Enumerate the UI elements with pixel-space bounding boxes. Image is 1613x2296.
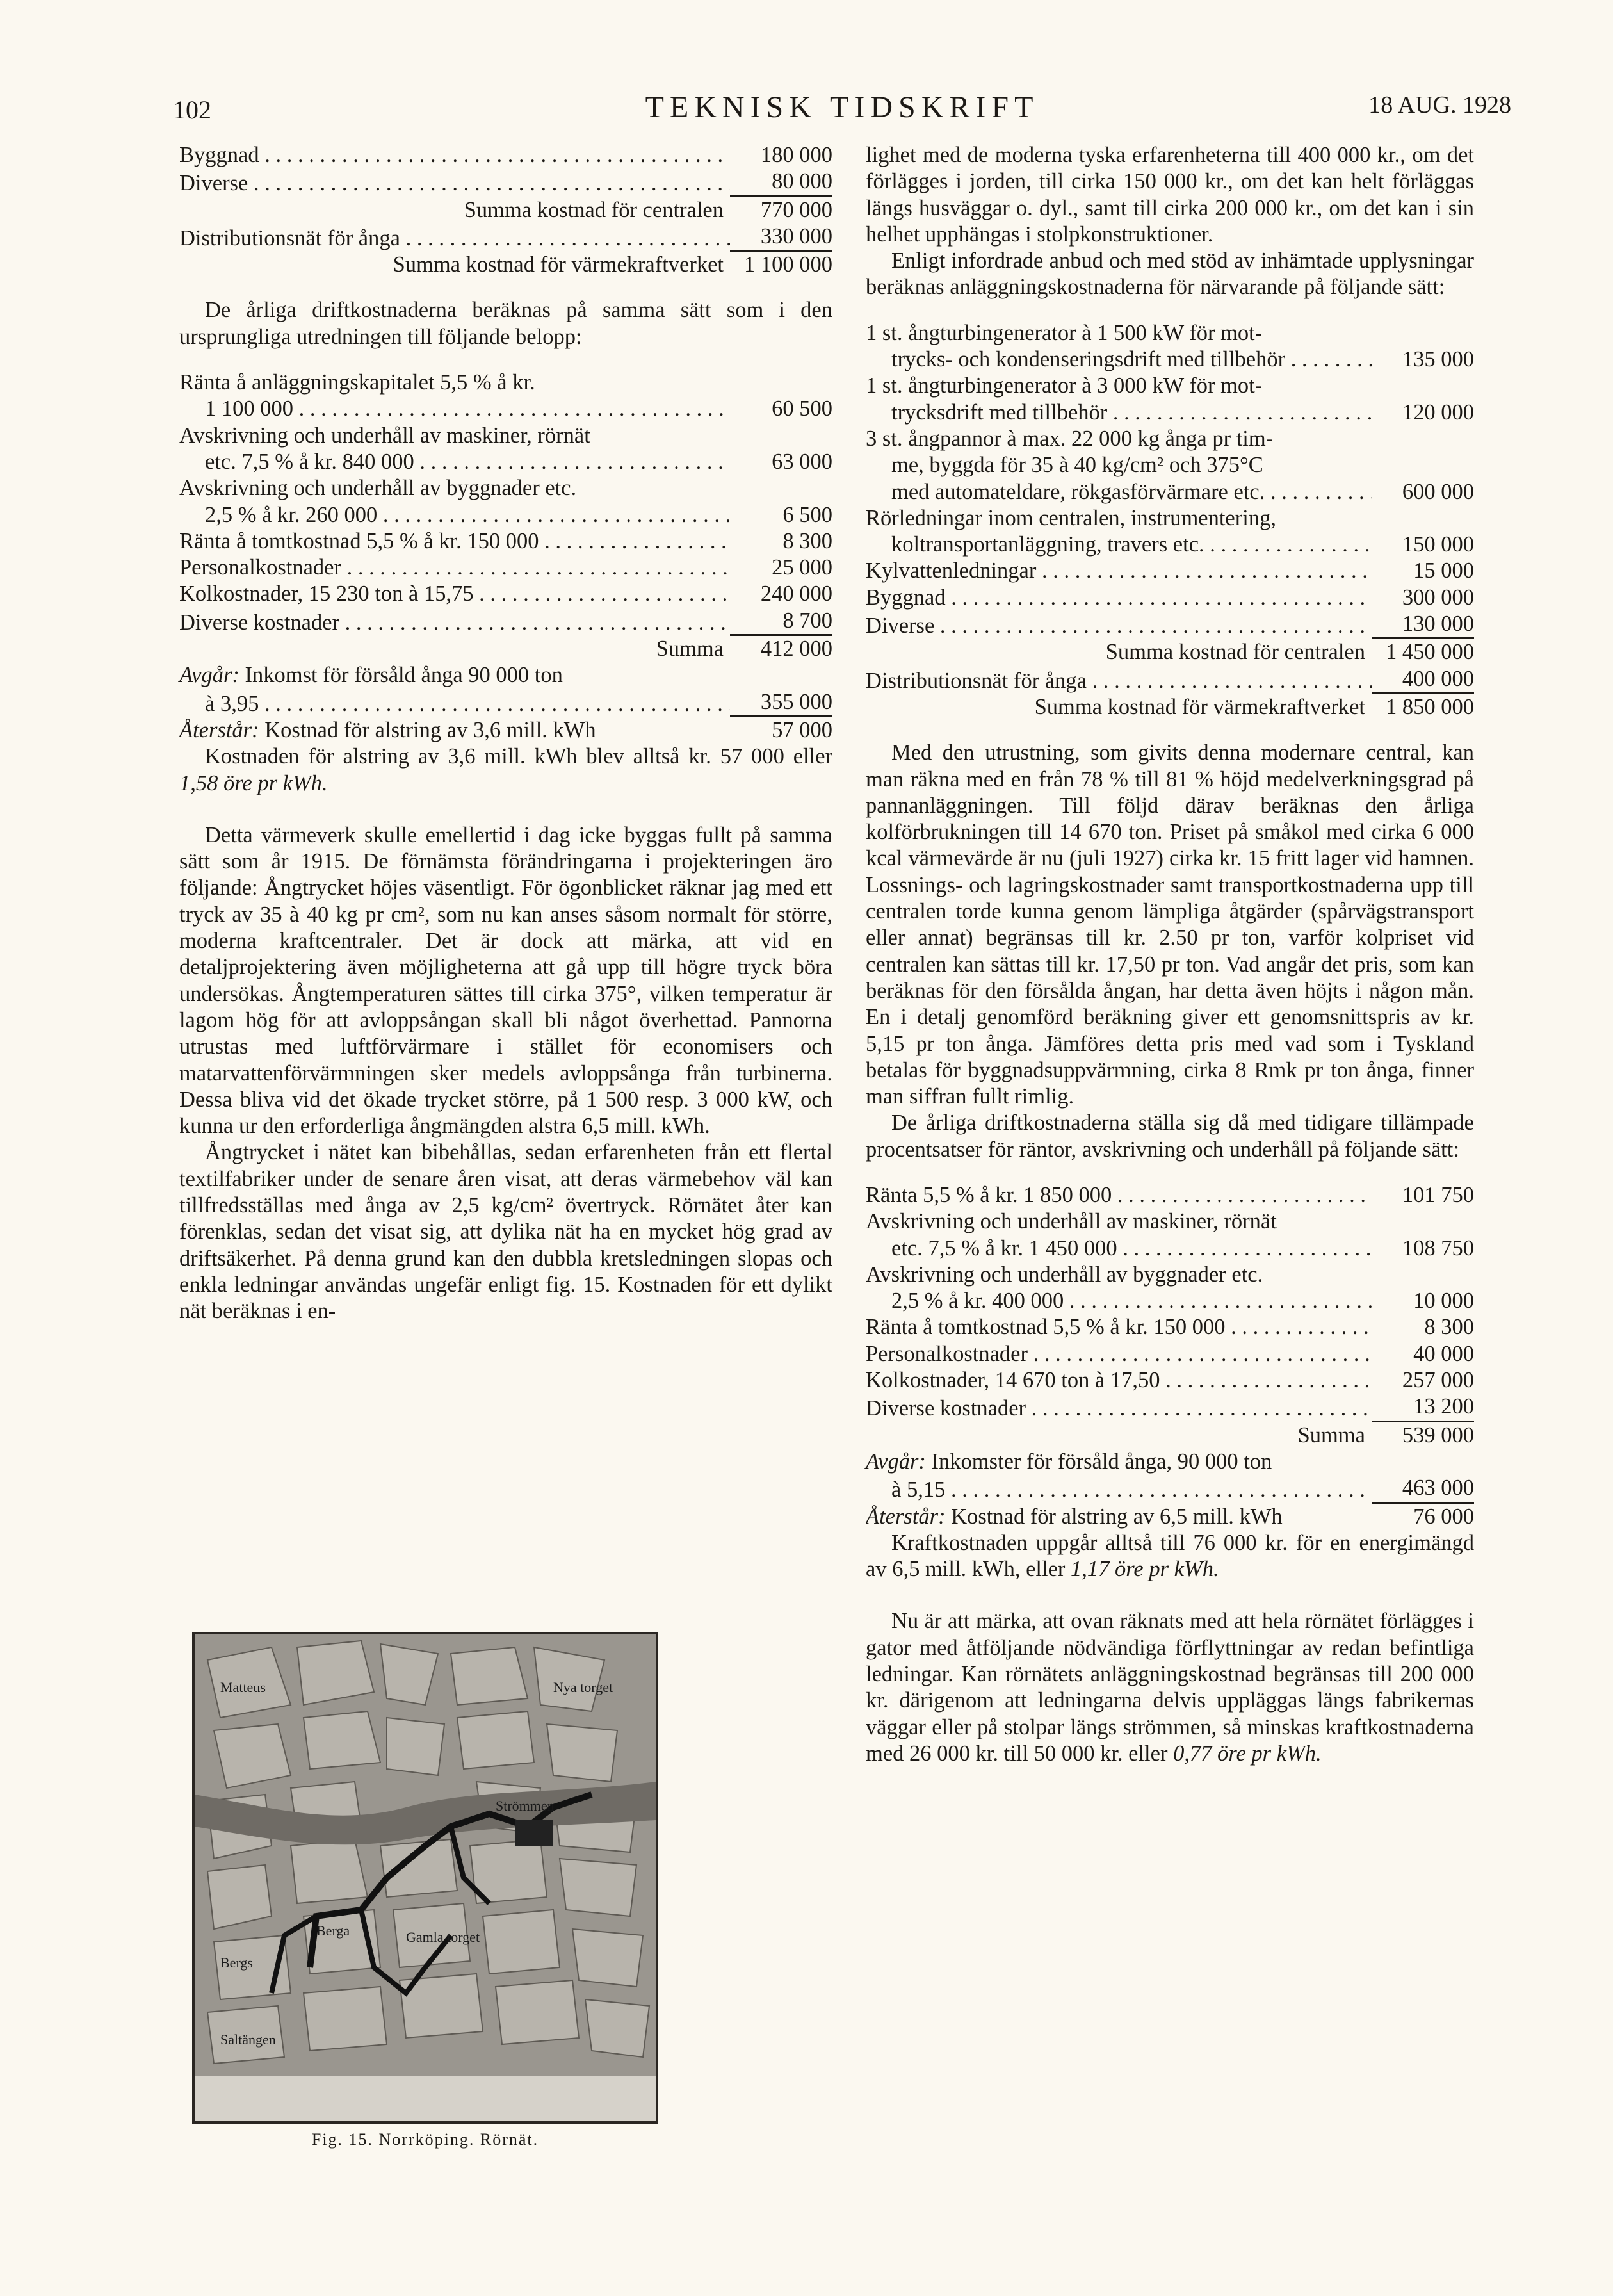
body-paragraph: Ångtrycket i nätet kan bibehållas, sedan erfarenheten från ett flertal textilfabriker under de senare åren visat, att deras värmebehov väl kan tillfredsställas med ånga av 2,5 kg/cm² övertryck. Rörnätet åter kan förenklas, sedan det visat sig, att dylika nät ha en mycket hög grad av driftsäkerhet. På denna grund kan den dubbla kretsledningen slopas och enkla ledningar användas ungefär enligt fig. 15. Kostnaden för ett dylikt nät beräknas i en- [179,1140,832,1324]
cost-row: Kylvattenledningar . . . 15 000 [866,558,1474,584]
cost-row: Kolkostnader, 14 670 ton à 17,50 . . . 257 000 [866,1367,1474,1394]
body-paragraph: lighet med de moderna tyska erfarenheterna till 400 000 kr., om det förlägges i jorden, till cirka 150 000 kr., om det kan helt förläggas längs husväggar o. dyl., samt till cirka 200 000 kr., om det kan i sin helhet upphängas i stolpkonstruktioner. [866,143,1474,247]
subtotal-row: Summa kostnad för centralen 1 450 000 [1105,640,1474,665]
map-label: Saltängen [220,2031,276,2048]
sum-row: Summa 539 000 [1297,1422,1474,1447]
conclusion-paragraph: Kraftkostnaden uppgår alltså till 76 000 kr. för en energimängd av 6,5 mill. kWh, eller 1,17 öre pr kWh. [866,1530,1474,1582]
map-label: Nya torget [553,1679,613,1695]
map-label: Matteus [220,1679,266,1695]
remainder-row: Återstår: Kostnad för alstring av 6,5 mill. kWh 76 000 [866,1504,1474,1529]
conclusion-paragraph: Kostnaden för alstring av 3,6 mill. kWh blev alltså kr. 57 000 eller 1,58 öre pr kWh. [179,744,832,795]
body-paragraph: De årliga driftkostnaderna ställa sig då med tidigare tillämpade procentsatser för räntor, avskrivning och underhåll på följande sätt: [866,1111,1474,1162]
multi-line-row: Avskrivning och underhåll av maskiner, rörnät etc. 7,5 % å kr. 1 450 000 . . . 108 750 [866,1209,1474,1262]
power-station-marker [515,1820,553,1846]
sum-row: Summa 412 000 [656,637,832,662]
body-paragraph: Detta värmeverk skulle emellertid i dag icke byggas fullt på samma sätt som år 1915. De förnämsta förändringarna i projekteringen äro följande: Ångtrycket höjes väsentligt. För ögonblicket räknar jag med ett tryck av 35 à 40 kg pr cm², som nu kan anses såsom normalt för större, moderna kraftcentraler. Det är dock att märka, att vid en detaljprojektering även möjligheterna att gå upp till högre tryck böra undersökas. Ångtemperaturen sättes till cirka 375°, vilken temperatur är lagom hög för att avloppsångan skall bli något överhettad. Pannorna utrustas med luftförvärmare i stället för economisers och matarvattenförvärmningen sker medels avloppsånga från turbinerna. Dessa bliva vid det ökade trycket större, på 1 500 resp. 3 000 kW, och kunna ur den erforderliga ångmängden alstra 6,5 mill. kWh. [179,822,832,1139]
multi-line-row: Avskrivning och underhåll av byggnader etc. 2,5 % å kr. 400 000 . . . 10 000 [866,1262,1474,1315]
multi-line-row: 1 st. ångturbingenerator à 1 500 kW för mot- trycks- och kondenseringsdrift med tillbehör . . . 135 000 [866,320,1474,373]
final-paragraph: Nu är att märka, att ovan räknats med att hela rörnätet förlägges i gator med åtföljande nödvändiga förflyttningar av redan befintliga ledningar. Kan rörnätets anläggningskostnad begränsas till 200 000 kr. därigenom att ledningarna delvis uppläggas längs fabrikernas väggar eller på stolpar längs strömmen, så minskas kraftkostnaderna med 26 000 kr. till 50 000 kr. eller 0,77 öre pr kWh. [866,1609,1474,1766]
right-column [866,142,1474,1767]
cost-row: Diverse kostnader . . . 13 200 [866,1394,1474,1422]
cost-row: Diverse kostnader . . . 8 700 [179,608,832,636]
page-header [173,90,1511,134]
cost-row: Personalkostnader . . . 25 000 [179,555,832,581]
map-drawing [195,1634,656,2121]
subtotal-row: Summa kostnad för centralen 770 000 [464,197,832,222]
multi-line-row: Avskrivning och underhåll av byggnader etc. 2,5 % å kr. 260 000 . . . 6 500 [179,475,832,528]
cost-row: Byggnad . . . 180 000 [179,142,832,168]
intro-paragraph: De årliga driftkostnaderna beräknas på samma sätt som i den ursprungliga utredningen till följande belopp: [179,298,832,349]
cost-row: Kolkostnader, 15 230 ton à 15,75 . . . 240 000 [179,581,832,607]
total-row: Summa kostnad för värmekraftverket 1 850 000 [1034,694,1474,719]
cost-row: Ränta å tomtkostnad 5,5 % å kr. 150 000 . . . 8 300 [866,1314,1474,1340]
cost-row: Diverse . . . 80 000 [179,168,832,197]
journal-title: TEKNISK TIDSKRIFT [645,90,1039,124]
issue-date: 18 AUG. 1928 [1368,92,1511,118]
cost-row: Ränta 5,5 % å kr. 1 850 000 . . . 101 750 [866,1182,1474,1209]
total-row: Summa kostnad för värmekraftverket 1 100 000 [393,252,832,277]
multi-line-row: 1 st. ångturbingenerator à 3 000 kW för mot- trycksdrift med tillbehör . . . 120 000 [866,373,1474,426]
multi-line-row: Rörledningar inom centralen, instrumentering, koltransportanläggning, travers etc. . . . 150 000 [866,505,1474,558]
cost-row: Personalkostnader . . . 40 000 [866,1341,1474,1367]
cost-row: Byggnad . . . 300 000 [866,585,1474,611]
cost-row: Distributionsnät för ånga . . . 330 000 [179,224,832,252]
deduction-row: Avgår: Inkomst för försåld ånga 90 000 ton à 3,95 . . . 355 000 [179,662,832,717]
map-label: Bergs [220,1955,253,1971]
cost-row: Ränta å tomtkostnad 5,5 % å kr. 150 000 . . . 8 300 [179,528,832,555]
map-label: Strömmen [496,1798,555,1814]
body-paragraph: Med den utrustning, som givits denna modernare central, kan man räkna med en från 78 % till 81 % höjd medelverkningsgrad på pannanläggningen. Till följd därav beräknas den årliga kolförbrukningen till 14 670 ton. Priset på småkol med cirka 6 000 kcal värmevärde är nu (juli 1927) cirka kr. 15 fritt lager vid hamnen. Lossnings- och lagringskostnader samt transportkostnaderna upp till centralen torde kunna genom lämpliga åtgärder (spårvägstransport eller annat) begränsas till kr. 2.50 pr ton, varför kolpriset vid centralen kan sättas till kr. 17,50 pr ton. Vad angår det pris, som kan beräknas för den försålda ångan, har detta även höjts i någon mån. En i detalj genomförd beräkning giver ett genomsnittspris av kr. 5,15 pr ton ånga. Jämföres detta pris med vad som i Tyskland betalas för byggnadsuppvärmning, cirka 8 Rmk pr ton ånga, finner man siffran fullt rimlig. [866,740,1474,1109]
intro-paragraph: Enligt infordrade anbud och med stöd av inhämtade upplysningar beräknas anläggningskostnaderna för närvarande på följande sätt: [866,248,1474,300]
network-map-figure [192,1632,658,2124]
multi-line-row: Ränta å anläggningskapitalet 5,5 % å kr. 1 100 000 . . . 60 500 [179,370,832,423]
deduction-row: Avgår: Inkomster för försåld ånga, 90 000 ton à 5,15 . . . 463 000 [866,1449,1474,1504]
multi-line-row: 3 st. ångpannor à max. 22 000 kg ånga pr tim- me, byggda för 35 à 40 kg/cm² och 375°C med automateldare, rökgasförvärmare etc. . . . 600 000 [866,426,1474,505]
map-label: Gamla torget [406,1929,480,1945]
left-column [179,142,832,1324]
multi-line-row: Avskrivning och underhåll av maskiner, rörnät etc. 7,5 % å kr. 840 000 . . . 63 000 [179,423,832,476]
page-number: 102 [173,95,211,124]
cost-row: Distributionsnät för ånga . . . 400 000 [866,666,1474,694]
remainder-row: Återstår: Kostnad för alstring av 3,6 mill. kWh 57 000 [179,717,832,742]
cost-row: Diverse . . . 130 000 [866,611,1474,639]
map-label: Berga [316,1923,350,1939]
figure-caption: Fig. 15. Norrköping. Rörnät. [311,2130,539,2149]
